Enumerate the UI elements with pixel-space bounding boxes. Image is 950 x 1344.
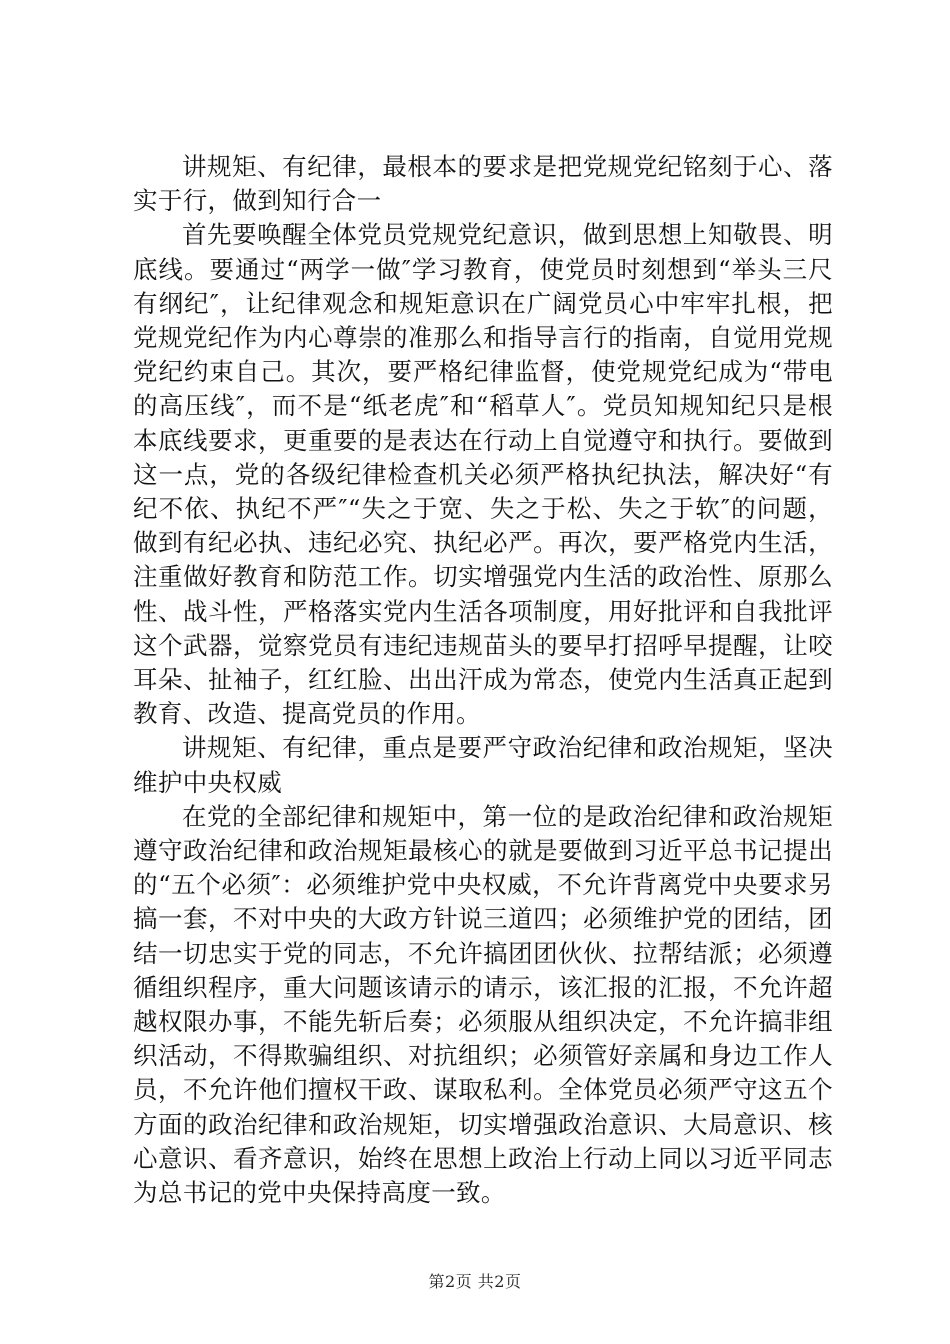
section-heading-2: 讲规矩、有纪律，重点是要严守政治纪律和政治规矩，坚决维护中央权威 (133, 733, 833, 797)
body-paragraph-1: 首先要唤醒全体党员党规党纪意识，做到思想上知敬畏、明底线。要通过“两学一做″学习教育，使党员时刻想到“举头三尺有纲纪″，让纪律观念和规矩意识在广阔党员心中牢牢扎根，把党规党纪作为内心尊崇的准那么和指导言行的指南，自觉用党规党纪约束自己。其次，要严格纪律监督，使党规党纪成为“带电的高压线″，而不是“纸老虎″和“稻草人″。党员知规知纪只是根本底线要求，更重要的是表达在行动上自觉遵守和执行。要做到这一点，党的各级纪律检查机关必须严格执纪执法，解决好“有纪不依、执纪不严″“失之于宽、失之于松、失之于软″的问题，做到有纪必执、违纪必究、执纪必严。再次，要严格党内生活，注重做好教育和防范工作。切实增强党内生活的政治性、原那么性、战斗性，严格落实党内生活各项制度，用好批评和自我批评这个武器，觉察党员有违纪违规苗头的要早打招呼早提醒，让咬耳朵、扯袖子，红红脸、出出汗成为常态，使党内生活真正起到教育、改造、提高党员的作用。 (133, 220, 833, 729)
page-footer: 第2页 共2页 (428, 1272, 522, 1291)
body-paragraph-2: 在党的全部纪律和规矩中，第一位的是政治纪律和政治规矩遵守政治纪律和政治规矩最核心的就是要做到习近平总书记提出的“五个必须″：必须维护党中央权威，不允许背离党中央要求另搞一套，不对中央的大政方针说三道四；必须维护党的团结，团结一切忠实于党的同志，不允许搞团团伙伙、拉帮结派；必须遵循组织程序，重大问题该请示的请示，该汇报的汇报，不允许超越权限办事，不能先斩后奏；必须服从组织决定，不允许搞非组织活动，不得欺骗组织、对抗组织；必须管好亲属和身边工作人员，不允许他们擅权干政、谋取私利。全体党员必须严守这五个方面的政治纪律和政治规矩，切实增强政治意识、大局意识、核心意识、看齐意识，始终在思想上政治上行动上同以习近平同志为总书记的党中央保持高度一致。 (133, 801, 833, 1208)
document-body (133, 150, 833, 1210)
section-heading-1: 讲规矩、有纪律，最根本的要求是把党规党纪铭刻于心、落实于行，做到知行合一 (133, 152, 833, 216)
